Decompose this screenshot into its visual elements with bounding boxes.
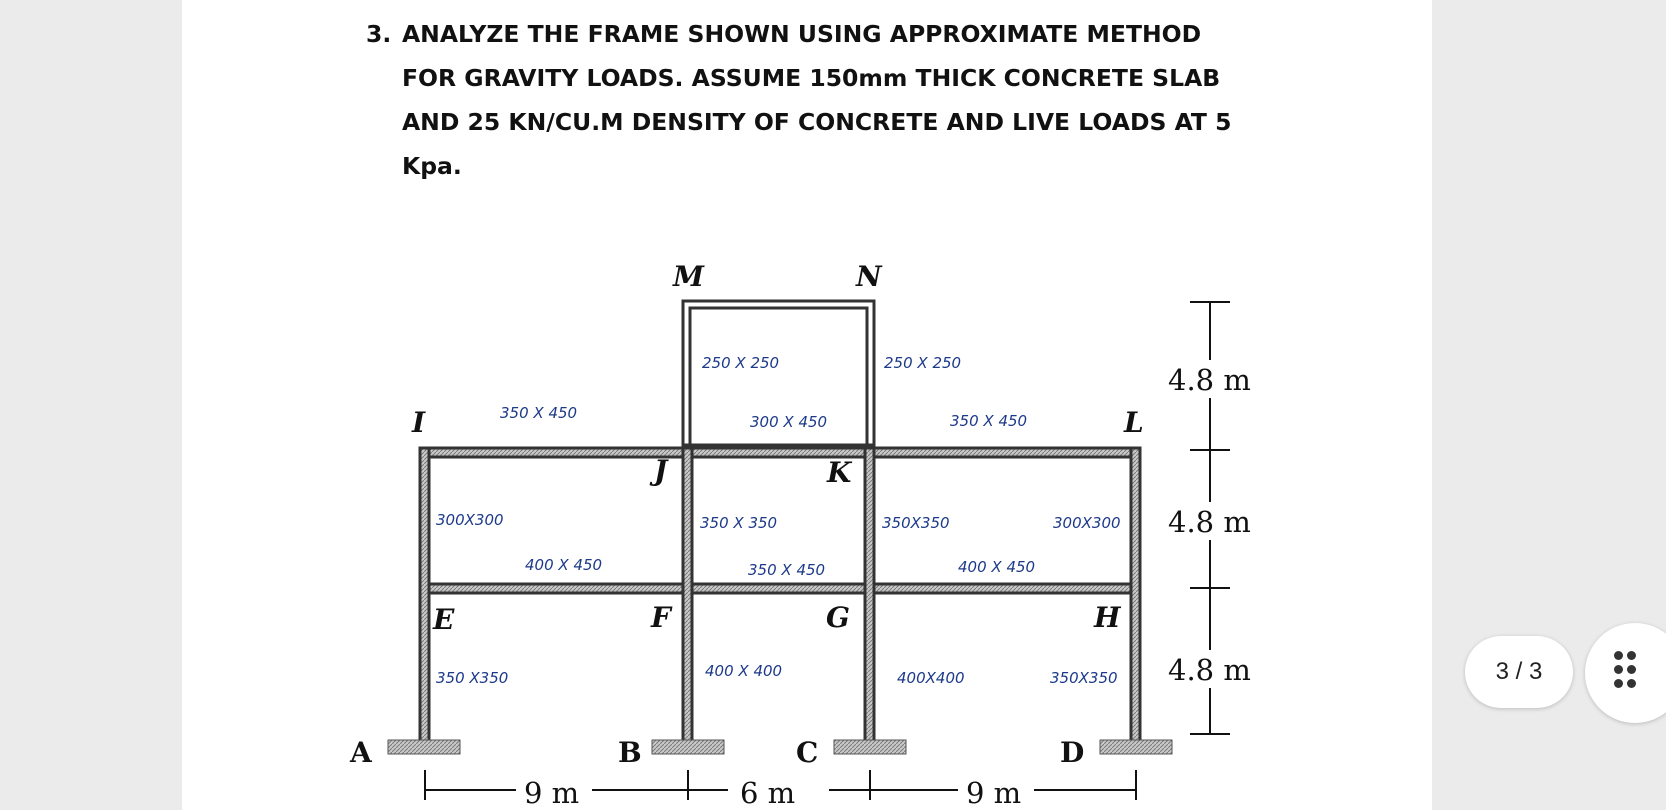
roof-beam-level <box>420 448 1140 457</box>
size-beam-G-H: 400 X 450 <box>958 558 1036 576</box>
height-label-1: 4.8 m <box>1168 363 1251 397</box>
height-label-2: 4.8 m <box>1168 505 1251 539</box>
size-col-H-D: 350X350 <box>1050 669 1118 687</box>
size-col-J-F: 350 X 350 <box>700 514 778 532</box>
size-beam-J-K: 350 X 450 <box>748 561 826 579</box>
support-A <box>388 740 460 754</box>
node-label-L: L <box>1124 406 1144 439</box>
size-beam-K-L: 350 X 450 <box>950 412 1028 430</box>
more-dots-icon <box>1614 651 1638 691</box>
support-B <box>652 740 724 754</box>
size-col-K-G: 350X350 <box>882 514 950 532</box>
size-col-E-A: 350 X350 <box>436 669 509 687</box>
span-label-1: 9 m <box>524 776 580 810</box>
supports <box>388 740 1172 754</box>
size-beam-I-J: 350 X 450 <box>500 404 578 422</box>
size-col-I-E: 300X300 <box>436 511 504 529</box>
size-col-L-H: 300X300 <box>1053 514 1121 532</box>
size-col-F-B: 400 X 400 <box>705 662 783 680</box>
question-number: 3. <box>366 20 392 48</box>
node-label-J: J <box>654 454 668 487</box>
node-label-F: F <box>651 601 671 634</box>
size-beam-E-F: 400 X 450 <box>525 556 603 574</box>
node-label-I: I <box>412 406 426 439</box>
support-C <box>834 740 906 754</box>
support-label-A: A <box>350 736 372 769</box>
second-floor-beam-level <box>420 584 1140 593</box>
question-line-3: AND 25 KN/CU.M DENSITY OF CONCRETE AND LIVE LOADS AT 5 <box>402 108 1232 136</box>
height-label-3: 4.8 m <box>1168 653 1251 687</box>
support-D <box>1100 740 1172 754</box>
question-line-2: FOR GRAVITY LOADS. ASSUME 150mm THICK CONCRETE SLAB <box>402 64 1221 92</box>
node-label-H: H <box>1094 601 1121 634</box>
span-label-3: 9 m <box>966 776 1022 810</box>
node-label-M: M <box>673 260 704 293</box>
question-line-4: Kpa. <box>402 152 462 180</box>
span-label-2: 6 m <box>740 776 796 810</box>
size-beam-M-N: 300 X 450 <box>750 413 828 431</box>
column-D-L <box>1131 448 1140 741</box>
support-label-C: C <box>796 736 819 769</box>
node-label-K: K <box>827 456 852 489</box>
column-A-I <box>420 448 429 741</box>
node-label-E: E <box>433 603 455 636</box>
node-label-N: N <box>856 260 882 293</box>
page-indicator: 3 / 3 <box>1465 636 1573 708</box>
size-top-col-left: 250 X 250 <box>702 354 780 372</box>
node-label-G: G <box>826 601 850 634</box>
size-top-col-right: 250 X 250 <box>884 354 962 372</box>
support-label-D: D <box>1060 736 1085 769</box>
column-C-K <box>865 448 874 741</box>
question-line-1: 3. ANALYZE THE FRAME SHOWN USING APPROXIMATE METHOD <box>366 12 1266 56</box>
size-col-G-C: 400X400 <box>897 669 965 687</box>
column-B-J <box>683 448 692 741</box>
support-label-B: B <box>618 736 642 769</box>
